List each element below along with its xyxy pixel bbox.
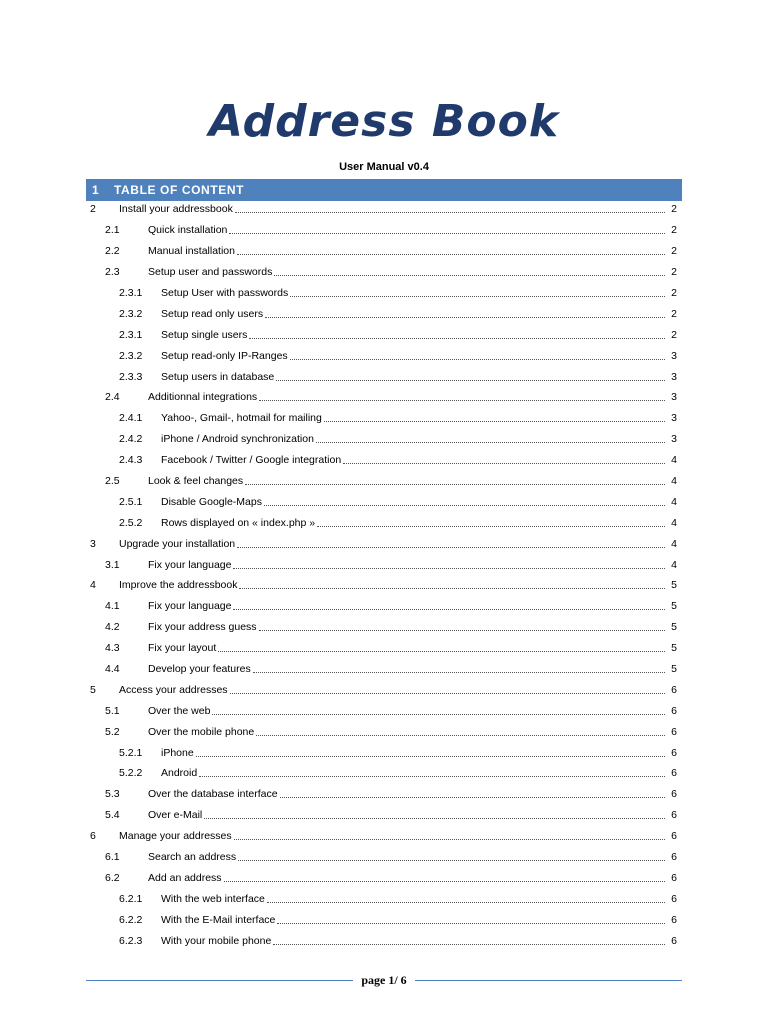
toc-entry-page: 6 [671, 704, 677, 717]
toc-entry-page: 2 [671, 224, 677, 237]
toc-entry-page: 3 [671, 349, 677, 362]
toc-dot-leader [235, 203, 665, 213]
toc-header [86, 179, 682, 201]
toc-entry-title: Develop your features [148, 663, 251, 676]
toc-dot-leader [233, 600, 665, 610]
toc-dot-leader [253, 663, 665, 673]
toc-list [90, 199, 677, 951]
toc-entry-page: 6 [671, 809, 677, 822]
toc-entry-title: iPhone [161, 746, 194, 759]
toc-entry[interactable] [90, 575, 677, 596]
toc-entry-title: Access your addresses [119, 683, 228, 696]
toc-entry-title: Facebook / Twitter / Google integration [161, 454, 342, 467]
toc-entry[interactable] [90, 930, 677, 951]
toc-entry-page: 6 [671, 913, 677, 926]
toc-entry-number: 2.3.1 [119, 287, 143, 299]
toc-entry-number: 5.2.1 [119, 746, 143, 759]
toc-entry-number: 2.3.2 [119, 349, 143, 362]
toc-header-label: TABLE OF CONTENT [114, 183, 245, 197]
toc-entry[interactable] [90, 241, 677, 262]
toc-dot-leader [324, 412, 665, 422]
toc-entry-number: 4 [90, 579, 96, 592]
toc-entry-number: 2.3 [105, 266, 120, 279]
toc-entry-page: 4 [671, 558, 677, 571]
toc-entry-title: Upgrade your installation [119, 537, 236, 550]
toc-entry-page: 6 [671, 725, 677, 738]
toc-entry-page: 6 [671, 788, 677, 801]
toc-entry-number: 3 [90, 537, 96, 550]
document-title: Address Book [208, 96, 560, 147]
toc-entry-title: Add an address [148, 871, 222, 884]
toc-dot-leader [204, 809, 665, 819]
toc-entry-page: 5 [671, 579, 677, 592]
page-footer [86, 971, 682, 989]
toc-entry[interactable] [90, 283, 677, 304]
toc-dot-leader [218, 642, 665, 652]
toc-entry[interactable] [90, 638, 677, 659]
toc-dot-leader [234, 830, 665, 840]
toc-entry-title: With the E-Mail interface [161, 913, 276, 926]
toc-entry[interactable] [90, 617, 677, 638]
page-number: page 1/ 6 [361, 972, 407, 987]
toc-dot-leader [199, 767, 665, 777]
toc-entry-page: 3 [671, 370, 677, 383]
toc-entry-title: Over the mobile phone [148, 725, 255, 738]
toc-entry[interactable] [90, 596, 677, 617]
toc-entry-title: Setup User with passwords [161, 287, 289, 299]
toc-entry-page: 6 [671, 683, 677, 696]
toc-entry-number: 2 [90, 203, 96, 216]
toc-entry-title: With the web interface [161, 892, 265, 905]
toc-entry-title: Disable Google-Maps [161, 495, 262, 508]
toc-entry[interactable] [90, 847, 677, 868]
toc-entry[interactable] [90, 659, 677, 680]
toc-dot-leader [237, 538, 665, 548]
footer-rule-right [415, 980, 682, 981]
toc-entry-title: Android [161, 767, 198, 780]
footer-rule-left [86, 980, 353, 981]
toc-entry-page: 5 [671, 600, 677, 613]
toc-entry[interactable] [90, 742, 677, 763]
toc-entry-page: 4 [671, 537, 677, 550]
toc-dot-leader [316, 433, 665, 443]
toc-dot-leader [212, 705, 665, 715]
toc-entry[interactable] [90, 220, 677, 241]
toc-entry[interactable] [90, 784, 677, 805]
toc-dot-leader [265, 308, 665, 318]
toc-entry-title: Setup user and passwords [148, 266, 273, 279]
toc-entry-page: 3 [671, 412, 677, 425]
toc-dot-leader [290, 350, 665, 360]
toc-dot-leader [230, 684, 665, 694]
toc-dot-leader [245, 475, 665, 485]
toc-entry-number: 2.4.2 [119, 433, 143, 446]
toc-entry-title: Setup users in database [161, 370, 275, 383]
toc-entry-page: 6 [671, 892, 677, 905]
toc-entry-title: Setup single users [161, 328, 248, 341]
toc-entry[interactable] [90, 805, 677, 826]
toc-entry-title: Improve the addressbook [119, 579, 238, 592]
toc-entry-page: 2 [671, 266, 677, 279]
toc-entry-number: 6.2.1 [119, 892, 143, 905]
toc-entry-page: 6 [671, 830, 677, 843]
toc-entry-page: 2 [671, 245, 677, 258]
toc-entry[interactable] [90, 888, 677, 909]
toc-entry-number: 2.4.1 [119, 412, 143, 425]
toc-entry-title: Install your addressbook [119, 203, 233, 216]
toc-entry[interactable] [90, 763, 677, 784]
toc-entry[interactable] [90, 533, 677, 554]
toc-entry-title: Quick installation [148, 224, 228, 237]
toc-entry-number: 2.3.3 [119, 370, 143, 383]
toc-entry-title: Fix your language [148, 600, 232, 613]
toc-entry-number: 5.3 [105, 788, 120, 801]
toc-entry-page: 4 [671, 516, 677, 529]
toc-entry[interactable] [90, 262, 677, 283]
toc-entry-page: 4 [671, 475, 677, 488]
toc-entry-number: 3.1 [105, 558, 120, 571]
toc-entry-title: iPhone / Android synchronization [161, 433, 314, 446]
toc-entry-number: 6.2.3 [119, 934, 143, 947]
toc-entry-title: Fix your address guess [148, 621, 257, 634]
toc-entry-number: 6 [90, 830, 96, 843]
toc-entry-page: 6 [671, 767, 677, 780]
toc-entry-page: 2 [671, 203, 677, 216]
toc-entry-title: Rows displayed on « index.php » [161, 516, 316, 529]
toc-entry[interactable] [90, 366, 677, 387]
toc-header-number: 1 [92, 183, 100, 197]
toc-entry[interactable] [90, 868, 677, 889]
toc-entry[interactable] [90, 429, 677, 450]
toc-entry-page: 2 [671, 287, 677, 299]
toc-entry-title: Look & feel changes [148, 475, 244, 488]
toc-entry-number: 2.4 [105, 391, 120, 404]
toc-dot-leader [249, 329, 665, 339]
toc-entry[interactable] [90, 199, 677, 220]
toc-dot-leader [290, 287, 665, 297]
toc-entry-page: 3 [671, 391, 677, 404]
toc-dot-leader [317, 517, 665, 527]
toc-dot-leader [343, 454, 665, 464]
toc-entry-number: 6.2 [105, 871, 120, 884]
toc-dot-leader [264, 496, 665, 506]
toc-dot-leader [238, 851, 665, 861]
toc-entry-title: Manual installation [148, 245, 235, 258]
toc-entry-number: 2.5.1 [119, 495, 143, 508]
toc-entry[interactable] [90, 554, 677, 575]
toc-dot-leader [229, 224, 665, 234]
toc-entry-title: Manage your addresses [119, 830, 232, 843]
toc-entry-title: Yahoo-, Gmail-, hotmail for mailing [161, 412, 322, 425]
toc-dot-leader [259, 621, 665, 631]
toc-entry-number: 2.3.2 [119, 307, 143, 320]
toc-entry-number: 2.5.2 [119, 516, 143, 529]
toc-entry-page: 5 [671, 621, 677, 634]
toc-entry-number: 2.4.3 [119, 454, 143, 467]
toc-entry-number: 4.4 [105, 663, 120, 676]
toc-entry-number: 5.2.2 [119, 767, 143, 780]
toc-entry-title: With your mobile phone [161, 934, 272, 947]
toc-entry-title: Setup read only users [161, 307, 264, 320]
toc-entry-title: Search an address [148, 851, 237, 864]
toc-entry[interactable] [90, 450, 677, 471]
toc-entry-page: 6 [671, 851, 677, 864]
toc-entry[interactable] [90, 471, 677, 492]
toc-entry-page: 6 [671, 934, 677, 947]
toc-entry-page: 5 [671, 663, 677, 676]
toc-dot-leader [224, 872, 665, 882]
toc-entry-number: 6.1 [105, 851, 120, 864]
toc-entry-title: Over e-Mail [148, 809, 203, 822]
toc-entry-title: Setup read-only IP-Ranges [161, 349, 288, 362]
toc-entry-number: 2.2 [105, 245, 120, 258]
toc-entry-number: 2.5 [105, 475, 120, 488]
toc-dot-leader [276, 371, 665, 381]
toc-entry-title: Additionnal integrations [148, 391, 258, 404]
toc-entry[interactable] [90, 909, 677, 930]
toc-entry-title: Fix your language [148, 558, 232, 571]
toc-entry-number: 5.4 [105, 809, 120, 822]
toc-dot-leader [196, 747, 665, 757]
toc-entry[interactable] [90, 324, 677, 345]
toc-dot-leader [259, 391, 665, 401]
toc-entry[interactable] [90, 721, 677, 742]
toc-dot-leader [277, 914, 665, 924]
toc-entry-title: Over the web [148, 704, 211, 717]
toc-entry-number: 4.1 [105, 600, 120, 613]
toc-entry-page: 3 [671, 433, 677, 446]
toc-entry-page: 4 [671, 495, 677, 508]
toc-entry[interactable] [90, 826, 677, 847]
toc-entry-page: 2 [671, 307, 677, 320]
toc-entry-number: 5 [90, 683, 96, 696]
toc-entry-number: 5.2 [105, 725, 120, 738]
toc-entry-page: 2 [671, 328, 677, 341]
toc-dot-leader [273, 935, 665, 945]
toc-entry[interactable] [90, 491, 677, 512]
toc-dot-leader [233, 559, 665, 569]
toc-entry[interactable] [90, 679, 677, 700]
toc-entry-number: 2.1 [105, 224, 120, 237]
toc-entry-number: 6.2.2 [119, 913, 143, 926]
toc-dot-leader [239, 579, 665, 589]
toc-entry[interactable] [90, 387, 677, 408]
toc-entry-number: 5.1 [105, 704, 120, 717]
toc-entry[interactable] [90, 512, 677, 533]
document-subtitle: User Manual v0.4 [339, 161, 429, 173]
toc-entry-number: 4.3 [105, 642, 120, 655]
toc-dot-leader [280, 788, 665, 798]
toc-entry-page: 4 [671, 454, 677, 467]
toc-entry-number: 2.3.1 [119, 328, 143, 341]
toc-entry-title: Over the database interface [148, 788, 278, 801]
toc-entry-page: 6 [671, 746, 677, 759]
toc-entry-page: 5 [671, 642, 677, 655]
toc-entry[interactable] [90, 700, 677, 721]
toc-dot-leader [256, 726, 665, 736]
toc-dot-leader [267, 893, 665, 903]
toc-dot-leader [274, 266, 665, 276]
toc-entry-page: 6 [671, 871, 677, 884]
toc-entry-number: 4.2 [105, 621, 120, 634]
toc-entry[interactable] [90, 303, 677, 324]
toc-entry[interactable] [90, 408, 677, 429]
toc-dot-leader [237, 245, 665, 255]
toc-entry-title: Fix your layout [148, 642, 217, 655]
toc-entry[interactable] [90, 345, 677, 366]
